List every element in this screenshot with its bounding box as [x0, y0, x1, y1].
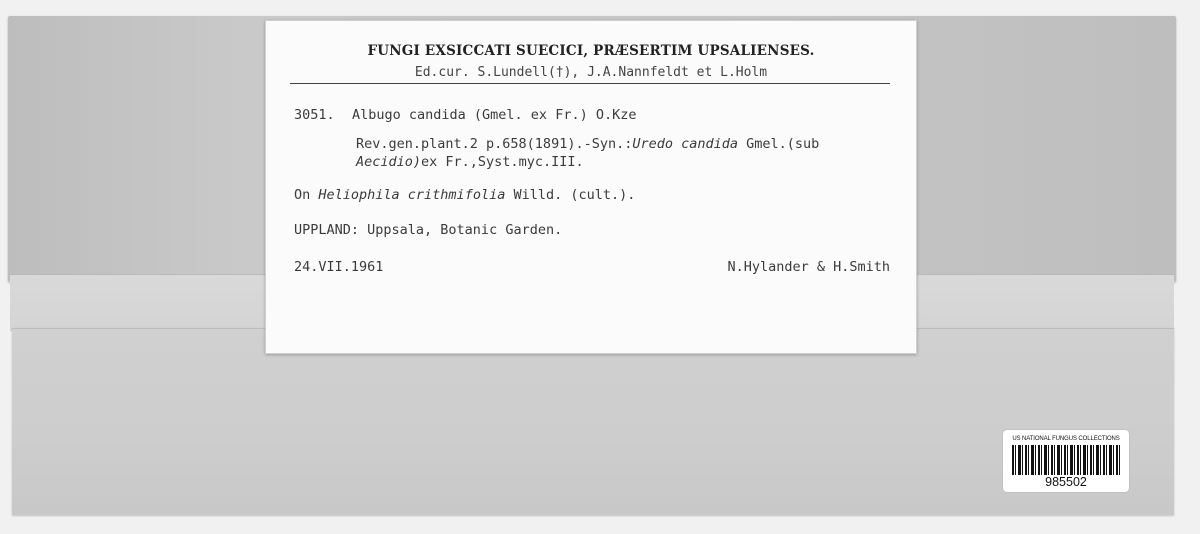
- reference-text: Rev.gen.plant.2 p.658(1891).-Syn.:: [356, 136, 633, 152]
- barcode-label: [1003, 430, 1129, 492]
- locality: UPPLAND: Uppsala, Botanic Garden.: [294, 222, 563, 238]
- reference-text: ex Fr.,Syst.myc.III.: [421, 154, 584, 170]
- barcode-number: 985502: [1045, 475, 1087, 489]
- exsiccata-label: [265, 20, 917, 354]
- synonym-genus: Aecidio): [356, 154, 422, 170]
- header-divider: [290, 83, 890, 84]
- species-name: Albugo candida (Gmel. ex Fr.) O.Kze: [352, 107, 637, 123]
- specimen-packet-body: [12, 328, 1174, 515]
- host-line: [294, 187, 635, 203]
- synonym-name: Uredo candida: [632, 136, 739, 152]
- barcode-institution: US NATIONAL FUNGUS COLLECTIONS: [1012, 436, 1120, 442]
- host-suffix: Willd. (cult.).: [505, 187, 636, 203]
- label-editors: Ed.cur. S.Lundell(†), J.A.Nannfeldt et L.Holm: [414, 65, 768, 80]
- reference-line-1: [356, 136, 819, 152]
- reference-text: Gmel.(sub: [738, 136, 820, 152]
- host-prefix: On: [294, 187, 319, 203]
- collectors: N.Hylander & H.Smith: [727, 259, 890, 275]
- host-name: Heliophila crithmifolia: [318, 187, 506, 203]
- collection-date: 24.VII.1961: [294, 259, 384, 275]
- barcode-icon: [1012, 445, 1120, 475]
- reference-line-2: [356, 154, 584, 170]
- exsiccata-number: 3051.: [294, 107, 335, 123]
- label-series-title: FUNGI EXSICCATI SUECICI, PRÆSERTIM UPSALIENSES.: [367, 43, 815, 59]
